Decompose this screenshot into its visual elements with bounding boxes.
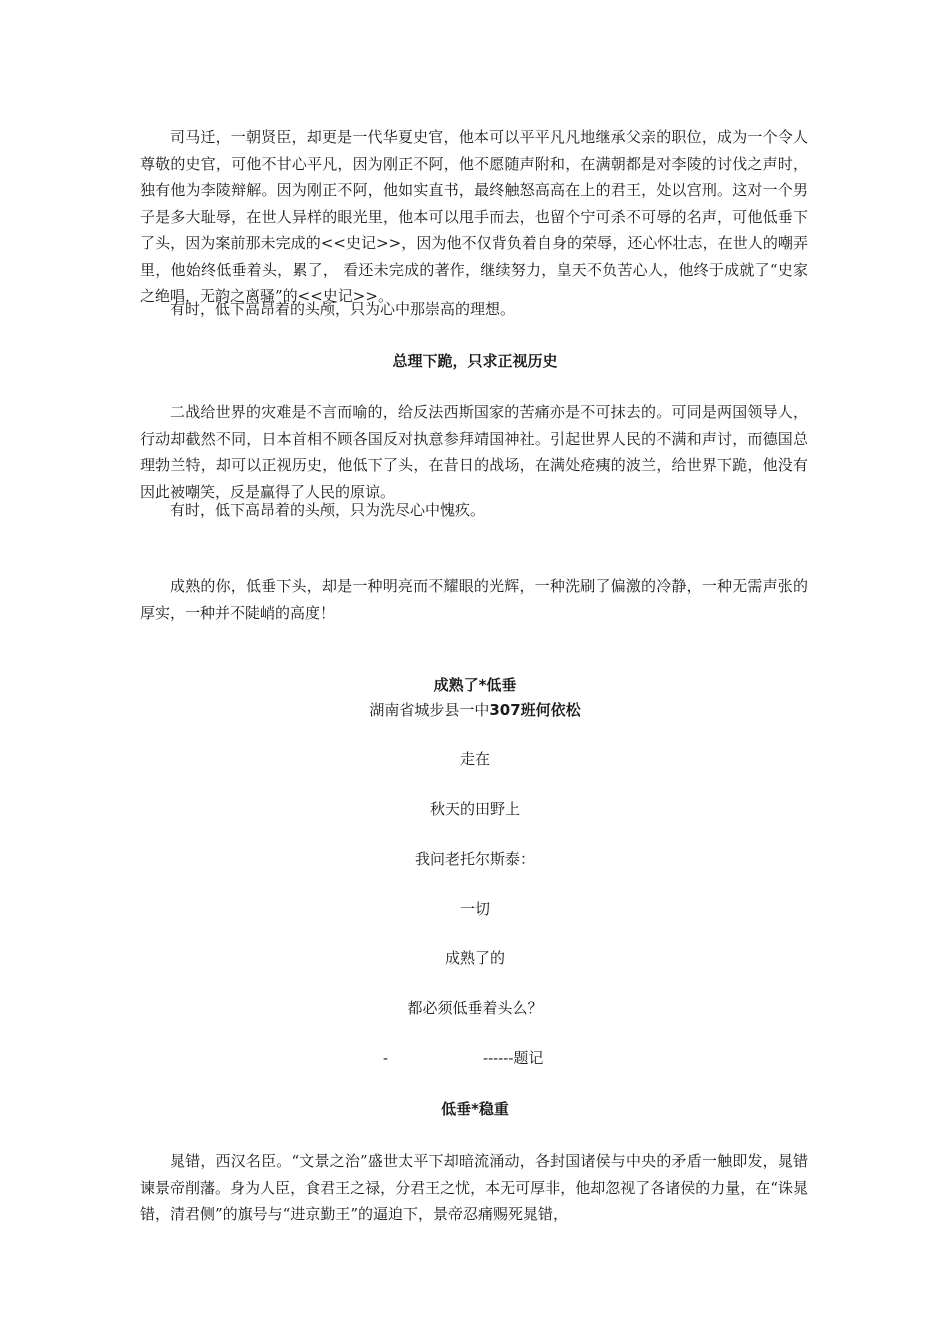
attribution-dash: - — [383, 1049, 389, 1067]
chao-cuo-paragraph: 晁错，西汉名臣。“文景之治”盛世太平下却暗流涌动，各封国诸侯与中央的矛盾一触即发，晁错谏景帝削藩。身为人臣，食君王之禄，分君王之忧，本无可厚非，他却忽视了各诸侯的力量，在“诛晁错，清君侧”的旗号与“进京勤王”的逼迫下，景帝忍痛赐死晁错， — [140, 1152, 808, 1223]
poem-line: 成熟了的 — [444, 949, 505, 967]
brandt-heading: 总理下跪，只求正视历史 — [392, 352, 558, 370]
poem-line: 我问老托尔斯泰： — [414, 850, 535, 868]
byline-school: 湖南省城步县一中 — [369, 701, 490, 719]
brandt-conclusion: 有时，低下高昂着的头颅，只为洗尽心中愧疚。 — [170, 501, 486, 519]
section-heading: 低垂*稳重 — [441, 1100, 509, 1118]
byline-author: 班何依松 — [520, 701, 581, 719]
author-byline — [0, 700, 950, 720]
brandt-paragraph: 二战给世界的灾难是不言而喻的，给反法西斯国家的苦痛亦是不可抹去的。可同是两国领导人，行动却截然不同，日本首相不顾各国反对执意参拜靖国神社。引起世界人民的不满和声讨，而德国总理勃兰特，却可以正视历史，他低下了头，在昔日的战场，在满处疮痍的波兰，给世界下跪，他没有因此被嘲笑，反是赢得了人民的原谅。 — [140, 403, 808, 501]
poem-line: 秋天的田野上 — [429, 800, 520, 818]
essay-title: 成熟了*低垂 — [433, 676, 517, 694]
sima-qian-conclusion: 有时，低下高昂着的头颅，只为心中那崇高的理想。 — [170, 300, 516, 318]
byline-class-number: 307 — [489, 701, 521, 719]
poem-line: 都必须低垂着头么？ — [407, 999, 543, 1017]
sima-qian-paragraph: 司马迁，一朝贤臣，却更是一代华夏史官，他本可以平平凡凡地继承父亲的职位，成为一个令人尊敬的史官，可他不甘心平凡，因为刚正不阿，他不愿随声附和，在满朝都是对李陵的讨伐之声时，独有他为李陵辩解。因为刚正不阿，他如实直书，最终触怒高高在上的君王，处以宫刑。这对一个男子是多大耻辱，在世人异样的眼光里，他本可以甩手而去，也留个宁可杀不可辱的名声，可他低垂下了头，因为案前那未完成的<<史记>>，因为他不仅背负着自身的荣辱，还心怀壮志，在世人的嘲弄里，他始终低垂着头，累了， 看还未完成的著作，继续努力，皇天不负苦心人，他终于成就了“史家之绝唱，无韵之离骚”的<<史记>>。 — [140, 128, 808, 305]
closing-paragraph: 成熟的你，低垂下头，却是一种明亮而不耀眼的光辉，一种洗刷了偏激的冷静，一种无需声张的厚实，一种并不陡峭的高度！ — [140, 577, 808, 622]
epigraph-attribution: ------题记 — [483, 1049, 544, 1067]
poem-line: 一切 — [459, 900, 490, 918]
poem-line: 走在 — [459, 750, 490, 768]
